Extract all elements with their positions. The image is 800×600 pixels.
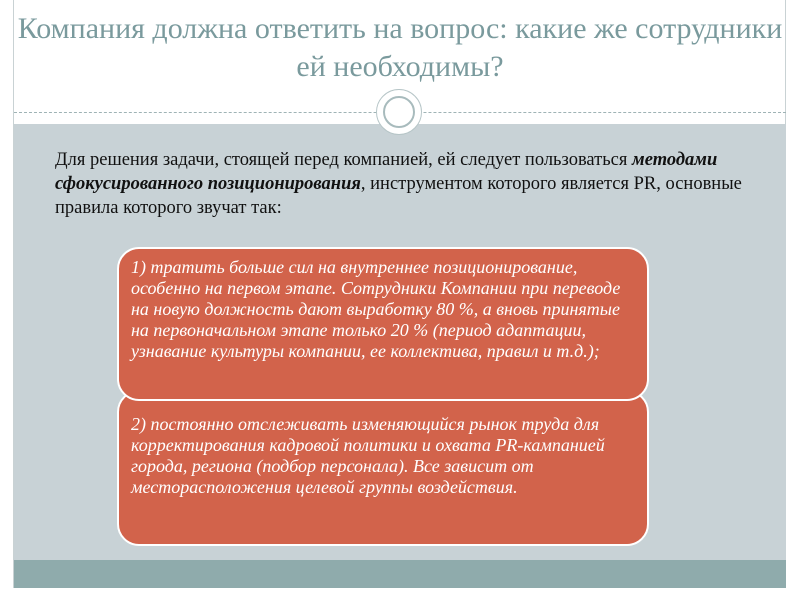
intro-text-start: Для решения задачи, стоящей перед компанией, ей следует пользоваться: [55, 150, 633, 170]
intro-text-end: , инструментом которого является PR, основные правила которого звучат так:: [55, 174, 742, 218]
intro-paragraph: [55, 148, 755, 220]
circle-ornament-inner: [383, 96, 415, 128]
rule-box-1: 1) тратить больше сил на внутреннее позиционирование, особенно на первом этапе. Сотрудники Компании при переводе на новую должность дают выработку 80 %, а вновь принятые на первоначальном этапе только 20 % (период адаптации, узнавание культуры компании, ее коллектива, правил и т.д.);: [117, 247, 649, 401]
bottom-band: [14, 560, 786, 588]
slide-title: Компания должна ответить на вопрос: какие же сотрудники ей необходимы?: [17, 12, 783, 83]
rule-box-2: 2) постоянно отслеживать изменяющийся рынок труда для корректирования кадровой политики и охвата PR-кампанией города, региона (подбор персонала). Все зависит от месторасположения целевой группы воздействия.: [117, 390, 649, 546]
circle-ornament-icon: [376, 89, 422, 135]
intro-emphasis: методами сфокусированного позиционирования: [55, 150, 718, 194]
